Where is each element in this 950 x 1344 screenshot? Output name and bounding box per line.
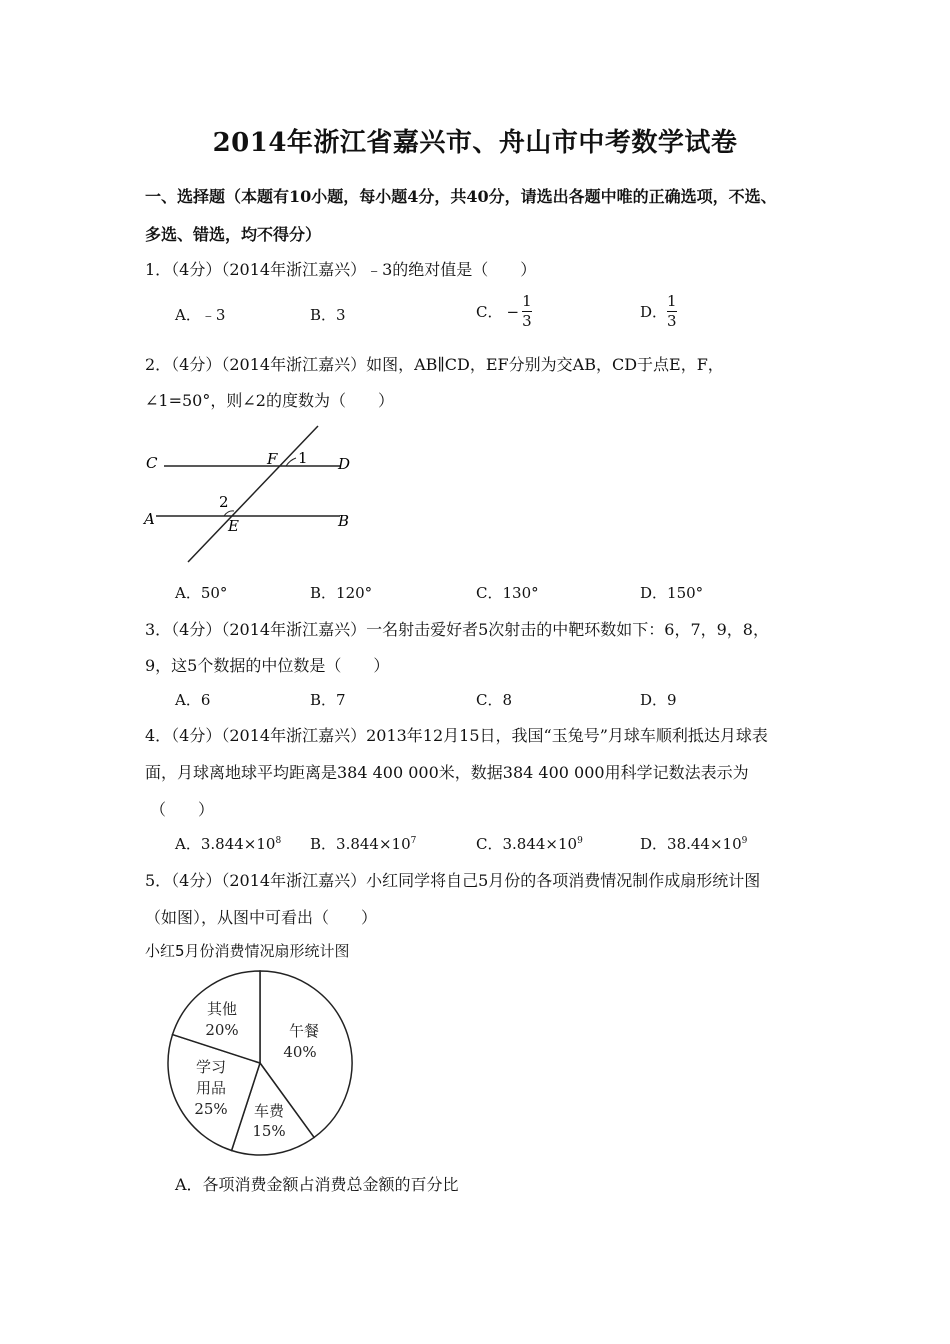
q4-option-c: C．$3.844\times 10^9$ <box>476 835 583 853</box>
pie-chart-title: 小红5月份消费情况扇形统计图 <box>145 942 350 960</box>
q1-option-a: A．﹣3 <box>175 306 226 324</box>
label-a: A <box>144 510 155 528</box>
question-4-stem: 4．（4分）（2014年浙江嘉兴）2013年12月15日，我国“玉兔号”月球车顺利抵达月球表 <box>145 726 768 745</box>
q2-option-d: D．150° <box>640 584 704 602</box>
question-1-stem: 1．（4分）（2014年浙江嘉兴）﹣3的绝对值是（ ） <box>145 260 537 279</box>
slice-label-other: 其他 <box>206 1000 238 1018</box>
question-4-stem-paren: （ ） <box>150 800 215 819</box>
page-title: 2014年浙江省嘉兴市、舟山市中考数学试卷 <box>212 128 738 158</box>
q2-option-b: B．120° <box>310 584 373 602</box>
question-3-stem-cont: 9，这5个数据的中位数是（ ） <box>145 656 390 675</box>
section-heading-cont: 多选、错选，均不得分） <box>145 225 322 244</box>
q4-option-d: D．$38.44\times 10^9$ <box>640 835 748 853</box>
label-angle-2: 2 <box>219 493 229 511</box>
q2-option-a: A．50° <box>175 584 228 602</box>
question-5-stem-cont: （如图），从图中可看出（ ） <box>145 908 378 927</box>
q3-option-c: C．8 <box>476 691 513 709</box>
slice-label-supplies-2: 用品 <box>195 1079 227 1097</box>
question-2-stem: 2．（4分）（2014年浙江嘉兴）如图，AB∥CD，EF分别为交AB，CD于点E，F， <box>145 355 724 374</box>
q5-option-a: A．各项消费金额占消费总金额的百分比 <box>175 1175 459 1194</box>
label-f: F <box>267 450 278 468</box>
parallel-lines-figure <box>140 420 360 570</box>
q2-option-c: C．130° <box>476 584 539 602</box>
q4-option-b: B．$3.844\times 10^7$ <box>310 835 417 853</box>
slice-label-transport: 车费 <box>253 1102 285 1120</box>
slice-label-lunch: 午餐 <box>288 1022 320 1040</box>
label-e: E <box>228 517 239 535</box>
q1-option-b: B．3 <box>310 306 346 324</box>
label-d: D <box>338 455 351 473</box>
question-3-stem: 3．（4分）（2014年浙江嘉兴）一名射击爱好者5次射击的中靶环数如下：6，7，9，8， <box>145 620 769 639</box>
slice-percent-transport: 15% <box>252 1122 286 1140</box>
label-c: C <box>146 454 158 472</box>
q1-option-d: D． $\frac{1}{3}$ <box>640 292 677 330</box>
q3-option-a: A．6 <box>175 691 211 709</box>
q3-option-b: B．7 <box>310 691 346 709</box>
question-4-stem-cont: 面，月球离地球平均距离是384 400 000米，数据384 400 000用科学记数法表示为 <box>145 763 749 782</box>
slice-percent-lunch: 40% <box>283 1043 317 1061</box>
question-2-stem-cont: ∠1=50°，则∠2的度数为（ ） <box>145 391 394 410</box>
q1-option-c: C． − $\frac{1}{3}$ <box>476 292 532 330</box>
pie-chart <box>160 962 370 1162</box>
transversal-ef <box>188 426 318 562</box>
q3-option-d: D．9 <box>640 691 677 709</box>
angle-1-arc <box>286 458 296 466</box>
label-b: B <box>338 512 350 530</box>
label-angle-1: 1 <box>298 449 308 467</box>
question-5-stem: 5．（4分）（2014年浙江嘉兴）小红同学将自己5月份的各项消费情况制作成扇形统计图 <box>145 871 761 890</box>
slice-percent-supplies: 25% <box>194 1100 228 1118</box>
slice-label-supplies-1: 学习 <box>195 1058 227 1076</box>
q4-option-a: A．$3.844\times 10^8$ <box>175 835 282 853</box>
section-heading: 一、选择题（本题有10小题，每小题4分，共40分，请选出各题中唯的正确选项，不选、 <box>145 187 777 206</box>
slice-percent-other: 20% <box>205 1021 239 1039</box>
